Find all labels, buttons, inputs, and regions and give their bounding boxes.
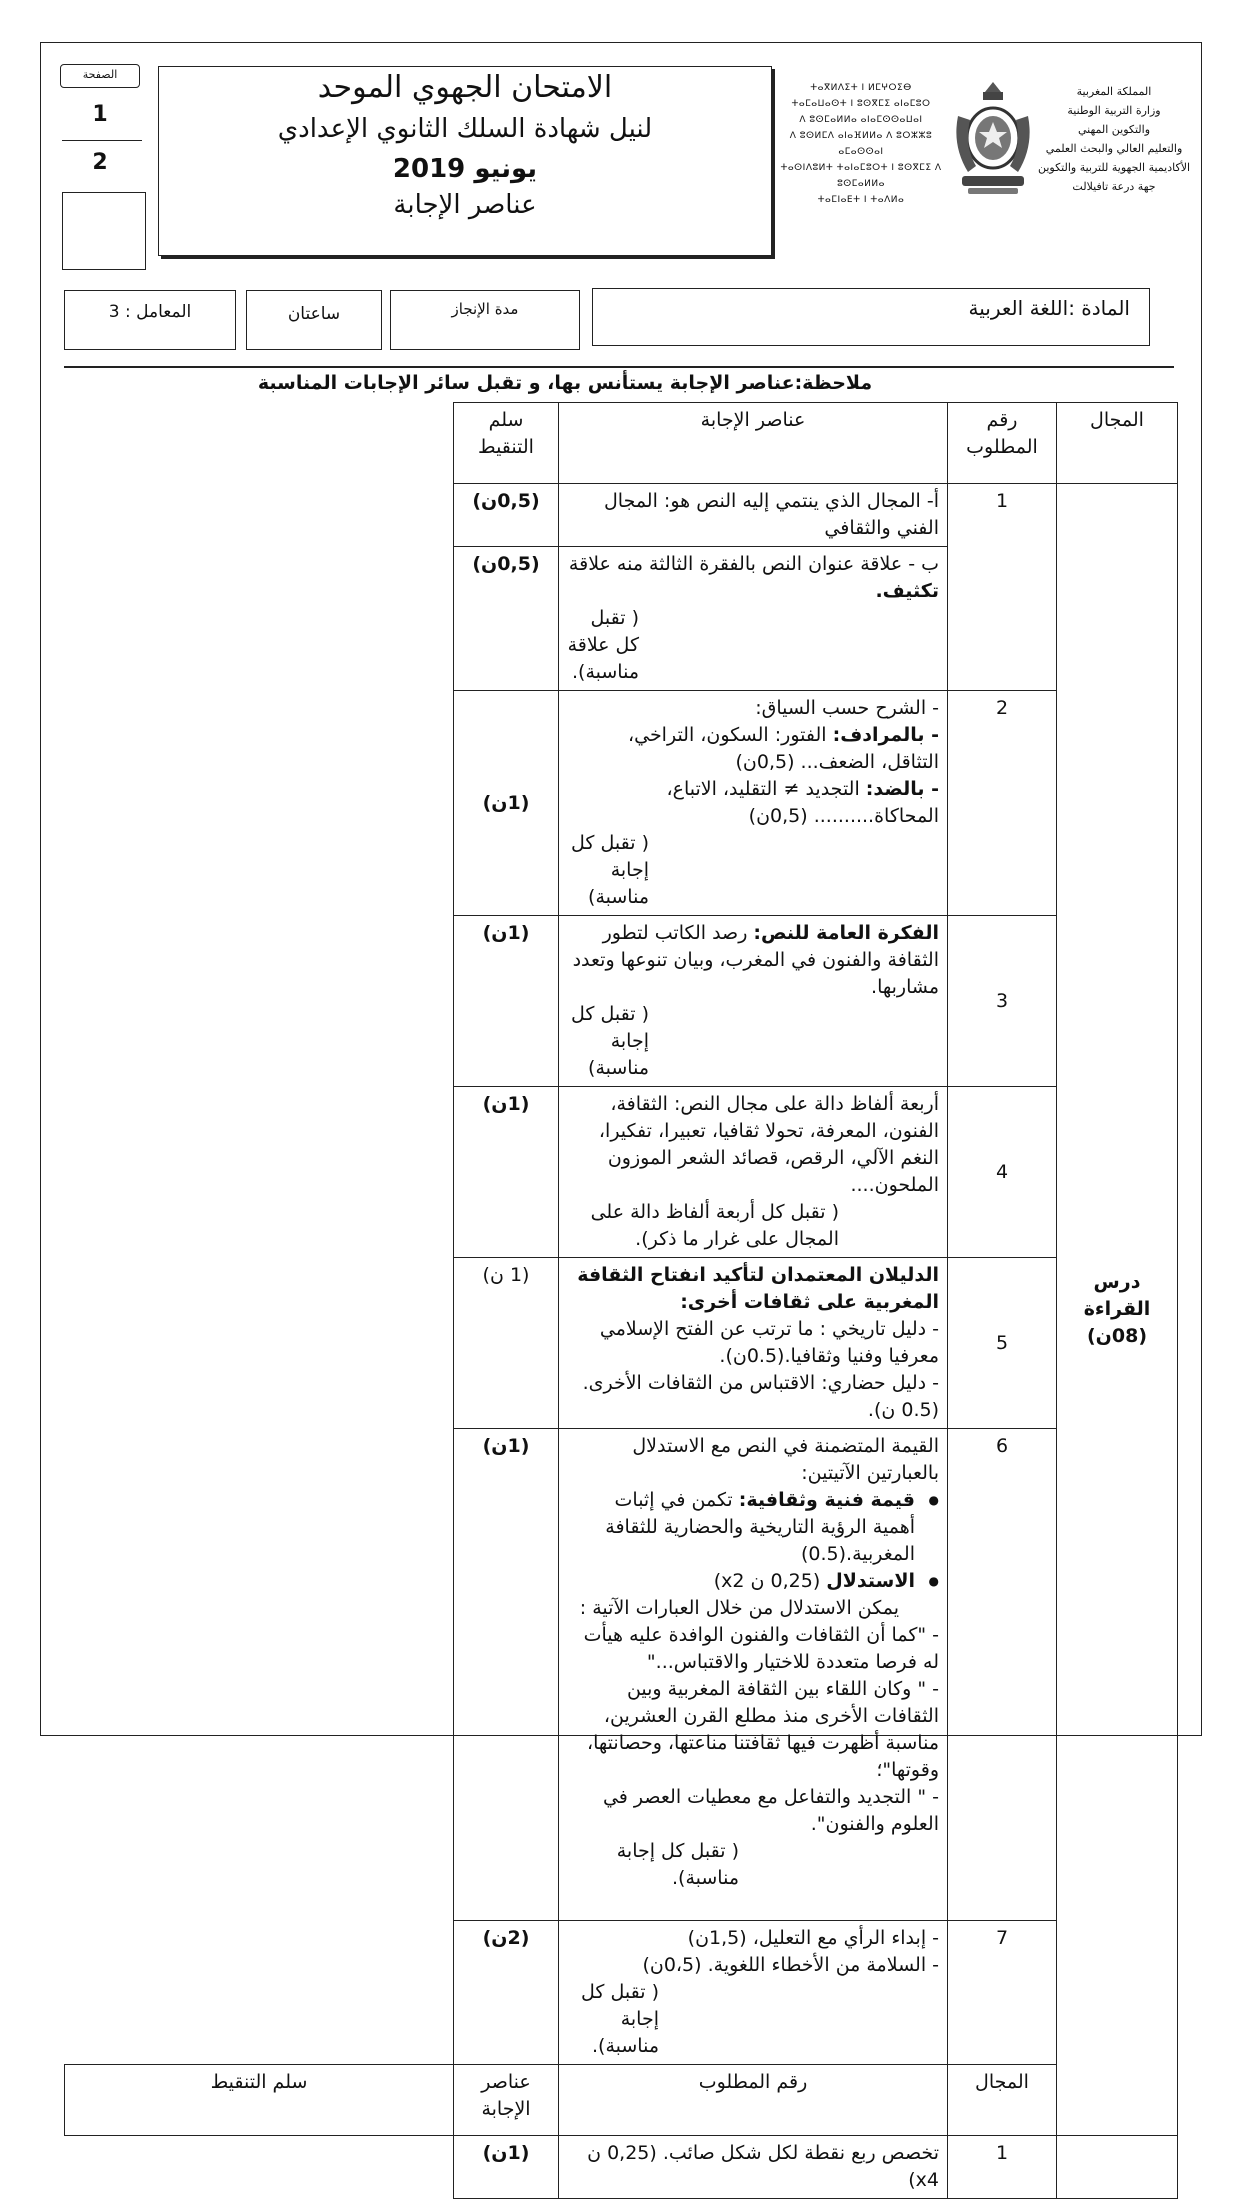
question-number: 5: [948, 1258, 1057, 1429]
question-number: 1: [948, 2136, 1057, 2199]
ministry-line: والتكوين المهني: [1077, 123, 1151, 136]
tifinagh-line: ⴷ ⵓⵙⵎⴰⵍⵍⴰ ⴰⵏⴰⵎⵙⵙⴰⵡⴰⵏ: [799, 115, 923, 125]
answer-cell: [559, 2136, 948, 2199]
domain-reading: درس القراءة (08ن): [1057, 484, 1178, 2136]
ministry-line: الأكاديمية الجهوية للتربية والتكوين: [1037, 161, 1191, 174]
tifinagh-line: ⴷ ⵓⵙⵍⵎⴷ ⴰⵏⴰⴼⵍⵍⴰ ⴷ ⵓⵔⵣⵣⵓ ⴰⵎⴰⵙⵙⴰⵏ: [789, 131, 933, 157]
ministry-line: المملكة المغربية: [1076, 85, 1152, 98]
exam-subtitle: لنيل شهادة السلك الثانوي الإعدادي: [277, 114, 653, 144]
ministry-header: [1036, 82, 1192, 196]
answer-cell: [559, 1429, 948, 1921]
q6-example: - " التجديد والتفاعل مع معطيات العصر في العلوم والفنون".: [602, 1786, 939, 1835]
blank-box: [62, 192, 146, 270]
domain-cell: [1057, 2136, 1178, 2199]
score-cell: (1ن): [454, 1087, 559, 1258]
q4-text: أربعة ألفاظ دالة على مجال النص: الثقافة، الفنون، المعرفة، تحولا ثقافيا، تعبيرا، تفكيرا، النغم الآلي، الرقص، قصائد الشعر الموزون الملحون....: [598, 1093, 939, 1196]
answer-cell: [559, 1921, 948, 2065]
table-header-row: [65, 403, 1178, 484]
question-number: 1: [948, 484, 1057, 691]
subject: المادة :اللغة العربية: [968, 296, 1130, 320]
q6-example: - " وكان اللقاء بين الثقافة المغربية وبين الثقافات الأخرى منذ مطلع القرن العشرين، مناسبة أظهرت فيها ثقافتنا مناعتها، وحصانتها، وقوتها"؛: [587, 1678, 939, 1781]
q7-accept: ( تقبل كل إجابة مناسبة).: [581, 1981, 659, 2057]
q1b-prefix: ب - علاقة عنوان النص بالفقرة الثالثة منه علاقة: [568, 553, 939, 575]
q1a-text: أ- المجال الذي ينتمي إليه النص هو: المجال الفني والثقافي: [603, 490, 939, 539]
q4-accept: ( تقبل كل أربعة ألفاظ دالة على المجال على غرار ما ذكر).: [590, 1201, 839, 1250]
table-row: [65, 1921, 1178, 2065]
exam-title: الامتحان الجهوي الموحد: [317, 70, 613, 105]
q2-antonym: [567, 776, 939, 830]
q6-value-text: تكمن في إثبات أهمية الرؤية التاريخية والحضارية للثقافة المغربية.(0.5): [605, 1489, 915, 1565]
q1b-accept: ( تقبل كل علاقة مناسبة).: [567, 607, 639, 683]
duration-value: ساعتان: [287, 304, 341, 324]
table-header-row: [65, 2065, 1178, 2136]
q1b-bold: تكثيف.: [875, 580, 939, 602]
header-score: سلم التنقيط: [454, 403, 559, 484]
tifinagh-header: [776, 80, 946, 208]
q6-intro: القيمة المتضمنة في النص مع الاستدلال بالعبارتين الآتيتين:: [632, 1435, 939, 1484]
answer-cell: [559, 484, 948, 547]
question-number: 4: [948, 1087, 1057, 1258]
question-number: 7: [948, 1921, 1057, 2065]
page-label: الصفحة: [82, 68, 118, 81]
note-text: ملاحظة:عناصر الإجابة يستأنس بها، و تقبل سائر الإجابات المناسبة: [257, 372, 873, 394]
coefficient: المعامل : 3: [108, 302, 192, 322]
answer-cell: [559, 1258, 948, 1429]
header-score: سلم التنقيط: [65, 2065, 454, 2136]
score-cell: (0,5ن): [454, 547, 559, 691]
answer-cell: [559, 916, 948, 1087]
table-row: [65, 691, 1178, 916]
tifinagh-line: ⵜⴰⵎⴰⵡⴰⵙⵜ ⵏ ⵓⵙⴳⵎⵉ ⴰⵏⴰⵎⵓⵔ: [791, 99, 931, 109]
score-cell: (1ن): [454, 691, 559, 916]
ministry-line: جهة درعة تافيلالت: [1072, 180, 1156, 193]
ministry-line: وزارة التربية الوطنية: [1067, 104, 1161, 117]
q6-example: - "كما أن الثقافات والفنون الوافدة عليه هيأت له فرصا متعددة للاختيار والاقتباس...": [583, 1624, 939, 1673]
score-cell: (2ن): [454, 1921, 559, 2065]
answer-table: [64, 402, 1178, 2199]
answer-key-title: عناصر الإجابة: [393, 190, 537, 220]
q2-ant-text: التجديد ≠ التقليد، الاتباع، المحاكاة.......... (0,5ن): [666, 778, 939, 827]
q2-syn-text: الفتور: السكون، التراخي، التثاقل، الضعف... (0,5ن): [627, 724, 939, 773]
table-row: [65, 484, 1178, 547]
q3-body: رصد الكاتب لتطور الثقافة والفنون في المغرب، وبيان تنوعها وتعدد مشاربها.: [572, 922, 939, 998]
table-row: [65, 1429, 1178, 1921]
table-row: [65, 1087, 1178, 1258]
page-current: 1: [92, 102, 108, 127]
table-row: [65, 1258, 1178, 1429]
score-cell: (1ن): [454, 1429, 559, 1921]
q2-syn-label: - بالمرادف:: [832, 724, 939, 746]
q6-accept: ( تقبل كل إجابة مناسبة).: [616, 1840, 739, 1889]
duration-label-box: [390, 290, 580, 350]
q7-line: - إبداء الرأي مع التعليل، (1,5ن): [687, 1927, 939, 1949]
q2-synonym: [567, 722, 939, 776]
answer-cell: [559, 1087, 948, 1258]
ministry-line: والتعليم العالي والبحث العلمي: [1045, 142, 1183, 155]
q3-label: الفكرة العامة للنص:: [753, 922, 939, 944]
q1b-text: [567, 551, 939, 605]
coat-of-arms-emblem: [948, 76, 1038, 202]
q6-proof: [567, 1568, 939, 1595]
q6-proof-label: الاستدلال: [826, 1570, 915, 1592]
score-cell: (1ن): [454, 916, 559, 1087]
q7-line: - السلامة من الأخطاء اللغوية. (0،5ن): [642, 1954, 939, 1976]
p2-q1-text: تخصص ربع نقطة لكل شكل صائب. (0,25 ن x4): [587, 2142, 939, 2191]
question-number: 3: [948, 916, 1057, 1087]
q5-line: - دليل حضاري: الاقتباس من الثقافات الأخرى.(0.5 ن).: [582, 1372, 939, 1421]
score-cell: (1 ن): [454, 1258, 559, 1429]
exam-date: يونيو 2019: [392, 154, 538, 184]
tifinagh-line: ⵜⴰⴳⵍⴷⵉⵜ ⵏ ⵍⵎⵖⵔⵉⴱ: [810, 83, 912, 93]
q3-text: [567, 920, 939, 1001]
q6-can: يمكن الاستدلال من خلال العبارات الآتية :: [579, 1597, 899, 1619]
tifinagh-line: ⵜⴰⵎⵏⴰⴹⵜ ⵏ ⵜⴰⴷⵍⴰ: [817, 195, 905, 205]
q2-accept: ( تقبل كل إجابة مناسبة): [571, 832, 649, 908]
q2-ant-label: - بالضد:: [865, 778, 939, 800]
page-divider: [62, 140, 142, 141]
score-cell: (0,5ن): [454, 484, 559, 547]
tifinagh-line: ⵜⴰⵙⵏⴷⵓⵍⵜ ⵜⴰⵏⴰⵎⵓⵔⵜ ⵏ ⵓⵙⴳⵎⵉ ⴷ ⵓⵙⵎⴰⵍⵍⴰ: [780, 163, 942, 189]
q3-accept: ( تقبل كل إجابة مناسبة): [571, 1003, 649, 1079]
header-rule: [64, 366, 1174, 368]
header-domain: المجال: [1057, 403, 1178, 484]
q6-value-label: قيمة فنية وثقافية:: [738, 1489, 915, 1511]
question-number: 2: [948, 691, 1057, 916]
q2-intro: - الشرح حسب السياق:: [755, 697, 939, 719]
score-cell: (1ن): [454, 2136, 559, 2199]
answer-cell: [559, 547, 948, 691]
header-answer: عناصر الإجابة: [559, 403, 948, 484]
header-answer: عناصر الإجابة: [454, 2065, 559, 2136]
header-number: رقم المطلوب: [948, 403, 1057, 484]
header-domain: المجال: [948, 2065, 1057, 2136]
table-row: [65, 916, 1178, 1087]
answer-cell: [559, 691, 948, 916]
header-number: رقم المطلوب: [559, 2065, 948, 2136]
q6-proof-text: (0,25 ن x2): [713, 1570, 827, 1592]
q5-title: الدليلان المعتمدان لتأكيد انفتاح الثقافة المغربية على ثقافات أخرى:: [577, 1264, 939, 1313]
q5-line: - دليل تاريخي : ما ترتب عن الفتح الإسلامي معرفيا وفنيا وثقافيا.(0.5ن).: [599, 1318, 939, 1367]
page-total: 2: [92, 150, 108, 175]
question-number: 6: [948, 1429, 1057, 1921]
table-row: [65, 2136, 1178, 2199]
q6-value: [567, 1487, 939, 1568]
duration-label: مدة الإنجاز: [451, 300, 519, 318]
